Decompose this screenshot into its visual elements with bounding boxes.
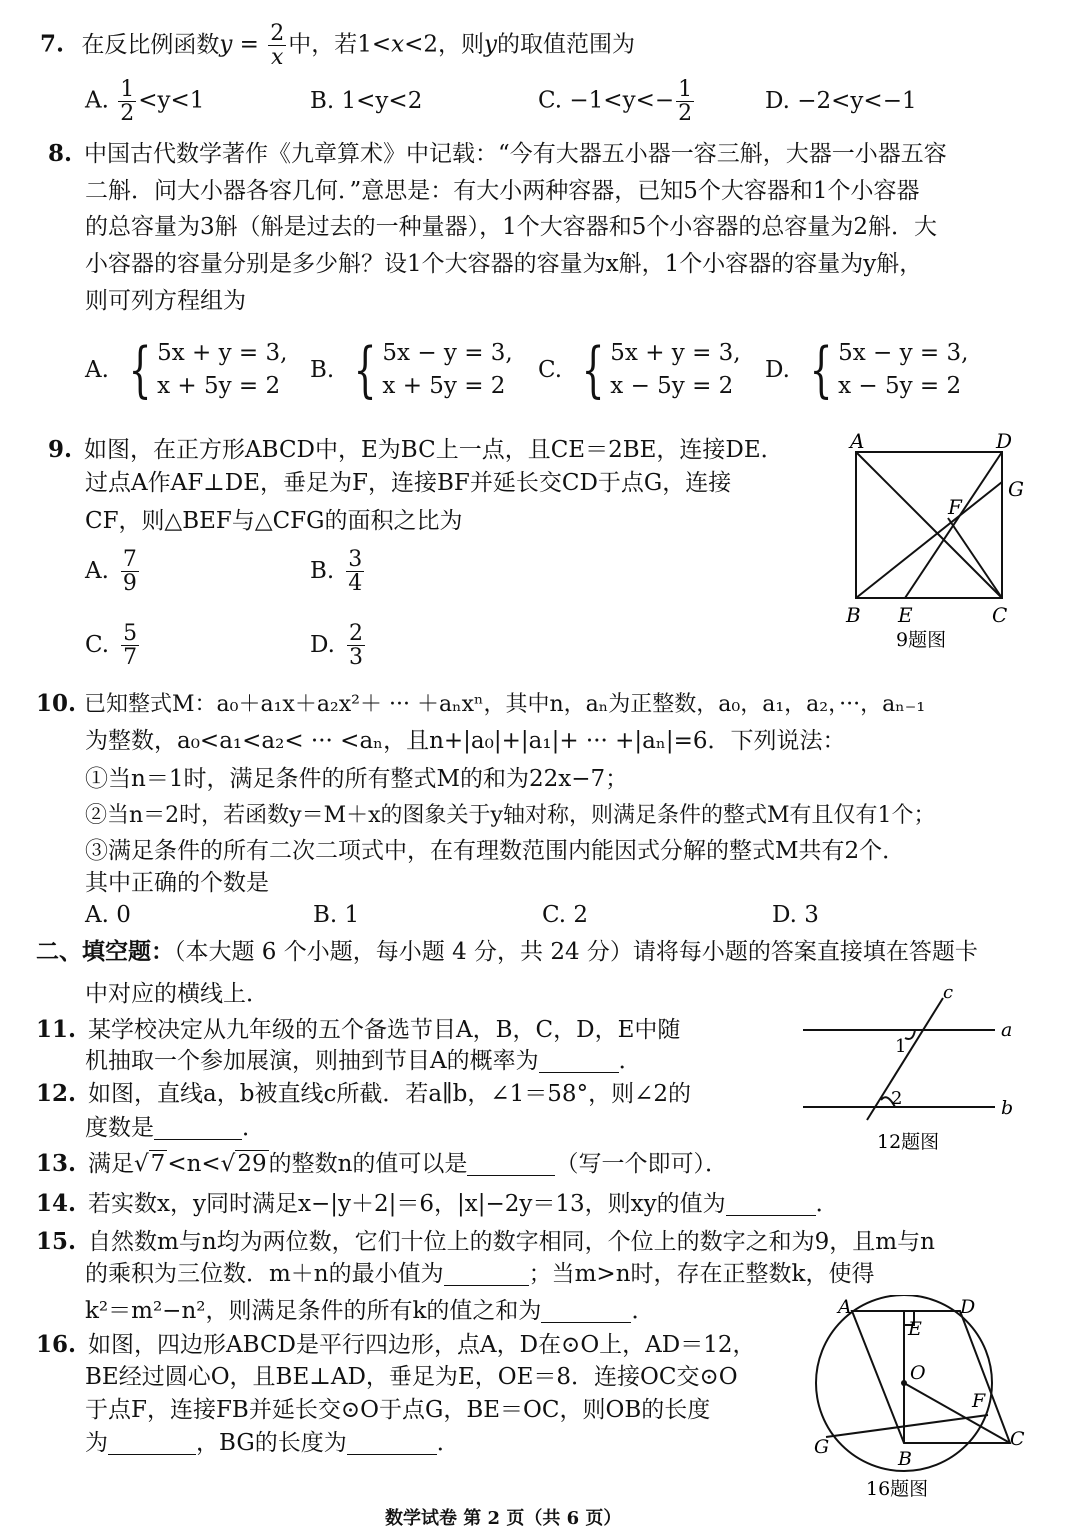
q15-line-3: k²＝m²−n²，则满足条件的所有k的值之和为 ． — [85, 1298, 655, 1324]
q9-label-A: A — [850, 430, 865, 453]
q9-label-E: E — [898, 603, 913, 627]
section2-desc-2: 中对应的横线上． — [85, 981, 269, 1007]
q16-label-F: F — [972, 1390, 986, 1412]
q9-line-1: 9. 如图，在正方形ABCD中，E为BC上一点，且CE＝2BE，连接DE． — [48, 436, 784, 463]
q16-center-dot — [901, 1380, 907, 1386]
q9-label-F: F — [948, 495, 962, 519]
q10-line-5: ③满足条件的所有二次二项式中，在有理数范围内能因式分解的整式M共有2个． — [85, 838, 906, 864]
q16-label-E: E — [908, 1318, 922, 1340]
q16-label-A: A — [838, 1296, 852, 1318]
q9-figure — [840, 430, 1040, 660]
q8-line-1: 8. 中国古代数学著作《九章算术》中记载：“今有大器五小器一容三斛，大器一小器五容 — [48, 140, 947, 167]
page-footer: 数学试卷 第 2 页（共 6 页） — [385, 1508, 622, 1529]
q12-figure — [795, 980, 1035, 1160]
q7-stem-c: <2，则 — [404, 31, 485, 58]
q16-label-G: G — [814, 1436, 830, 1458]
q10-line-2: 为整数，a₀<a₁<a₂< ··· <aₙ，且n+|a₀|+|a₁|+ ··· +|aₙ|=6．下列说法： — [85, 728, 846, 754]
q16-label-C: C — [1010, 1428, 1025, 1450]
q7-stem-d: 的取值范围为 — [497, 31, 636, 58]
q7-stem-a: 在反比例函数 — [81, 31, 220, 58]
q10-line-6: 其中正确的个数是 — [85, 870, 269, 896]
q12-answer-blank[interactable] — [154, 1139, 242, 1140]
q16-line-1: 16. 如图，四边形ABCD是平行四边形，点A，D在⊙O上，AD＝12， — [36, 1331, 756, 1358]
q12-angle-1-arc — [905, 1030, 915, 1039]
q7-option-c: C. −1<y<− $\frac{1}{2}$ — [538, 77, 693, 127]
q10-option-a: A. 0 — [85, 902, 131, 928]
q16-line-GF — [826, 1415, 988, 1437]
q11-line-2: 机抽取一个参加展演，则抽到节目A的概率为 ． — [85, 1048, 642, 1074]
q9-option-a: A. $\frac{7}{9}$ — [85, 547, 137, 597]
q8-option-a: A. { 5x + y = 3, x + 5y = 2 — [85, 335, 288, 405]
q10-line-1: 10. 已知整式M：a₀＋a₁x＋a₂x²＋ ··· ＋aₙxⁿ，其中n，aₙ为正整数，a₀，a₁，a₂，···，aₙ₋₁ — [36, 690, 926, 717]
q9-label-B: B — [846, 603, 861, 627]
q7-stem: 7. 在反比例函数y = $\frac{2}{x}$ 中，若1<x<2，则y的取值范围为 — [40, 21, 636, 71]
q8-line-3: 的总容量为3斛（斛是过去的一种量器），1个大容器和5个小容器的总容量为2斛．大 — [85, 214, 938, 240]
q16-caption: 16题图 — [866, 1478, 929, 1500]
q15-line-1: 15. 自然数m与n均为两位数，它们十位上的数字相同，个位上的数字之和为9，且m与n — [36, 1228, 935, 1255]
q16-figure — [800, 1295, 1040, 1505]
q11-answer-blank[interactable] — [539, 1072, 619, 1073]
q7-fraction: $\frac{2}{x}$ — [270, 21, 285, 71]
q9-line-FC — [948, 518, 1002, 598]
q10-line-3: ①当n＝1时，满足条件的所有整式M的和为22x−7； — [85, 766, 629, 792]
q10-option-b: B. 1 — [313, 902, 360, 928]
q16-line-3: 于点F，连接FB并延长交⊙O于点G，BE＝OC，则OB的长度 — [85, 1397, 711, 1423]
q12-label-2: 2 — [891, 1088, 903, 1109]
q9-option-b: B. $\frac{3}{4}$ — [310, 547, 363, 597]
q9-label-D: D — [996, 430, 1013, 453]
q8-line-2: 二斛．问大小器各容几何．”意思是：有大小两种容器，已知5个大容器和1个小容器 — [85, 178, 920, 204]
q7-option-a: A. $\frac{1}{2}$ <y<1 — [85, 77, 205, 127]
q9-caption: 9题图 — [896, 629, 947, 651]
q16-line-OC — [904, 1383, 1010, 1443]
q7-stem-b: 中，若1< — [288, 31, 392, 58]
q8-line-5: 则可列方程组为 — [85, 288, 246, 314]
q14-line: 14. 若实数x，y同时满足x−|y＋2|＝6，|x|−2y＝13，则xy的值为 ． — [36, 1190, 839, 1217]
q10-option-c: C. 2 — [542, 902, 589, 928]
q12-line-1: 12. 如图，直线a，b被直线c所截．若a∥b，∠1＝58°，则∠2的 — [36, 1080, 691, 1107]
q16-label-O: O — [910, 1362, 926, 1384]
q16-label-D: D — [960, 1296, 976, 1318]
q9-line-BG — [856, 482, 1002, 598]
q14-answer-blank[interactable] — [726, 1215, 816, 1216]
q9-line-2: 过点A作AF⊥DE，垂足为F，连接BF并延长交CD于点G，连接 — [85, 470, 732, 496]
q9-line-3: CF，则△BEF与△CFG的面积之比为 — [85, 508, 463, 534]
q12-line-c — [867, 998, 943, 1120]
q13-line: 13. 满足√7<n<√29的整数n的值可以是 （写一个即可）． — [36, 1150, 728, 1177]
q15-answer-blank-1[interactable] — [444, 1285, 529, 1286]
q15-answer-blank-2[interactable] — [541, 1322, 631, 1323]
q12-line-2: 度数是 ． — [85, 1115, 265, 1141]
q15-line-2: 的乘积为三位数．m＋n的最小值为 ；当m>n时，存在正整数k，使得 — [85, 1261, 875, 1287]
q10-line-4: ②当n＝2时，若函数y＝M＋x的图象关于y轴对称，则满足条件的整式M有且仅有1个； — [85, 803, 936, 828]
q7-option-d: D. −2<y<−1 — [765, 88, 917, 114]
q16-label-B: B — [898, 1448, 912, 1470]
q9-option-c: C. $\frac{5}{7}$ — [85, 621, 138, 671]
q10-option-d: D. 3 — [772, 902, 819, 928]
section2-title: 二、填空题： — [36, 938, 174, 965]
q12-label-b: b — [1001, 1097, 1014, 1119]
q12-label-c: c — [943, 982, 954, 1003]
q7-number: 7. — [40, 30, 65, 58]
q12-label-a: a — [1001, 1019, 1013, 1041]
q8-option-d: D. { 5x − y = 3, x − 5y = 2 — [765, 335, 969, 405]
q7-option-b: B. 1<y<2 — [310, 88, 423, 114]
q9-label-G: G — [1008, 477, 1024, 501]
q9-line-AC — [856, 452, 1002, 598]
q8-option-c: C. { 5x + y = 3, x − 5y = 2 — [538, 335, 741, 405]
q16-answer-blank-2[interactable] — [347, 1454, 437, 1455]
q16-line-2: BE经过圆心O，且BE⊥AD，垂足为E，OE＝8．连接OC交⊙O — [85, 1364, 738, 1390]
q8-option-b: B. { 5x − y = 3, x + 5y = 2 — [310, 335, 513, 405]
q8-line-4: 小容器的容量分别是多少斛？设1个大容器的容量为x斛，1个小容器的容量为y斛， — [85, 251, 923, 277]
q16-answer-blank-1[interactable] — [108, 1454, 196, 1455]
q12-label-1: 1 — [895, 1036, 907, 1057]
q9-option-d: D. $\frac{2}{3}$ — [310, 621, 363, 671]
section2-header — [36, 940, 978, 964]
q13-sqrt-29: 29 — [237, 1151, 267, 1177]
q11-line-1: 11. 某学校决定从九年级的五个备选节目A，B，C，D，E中随 — [36, 1016, 681, 1043]
q13-sqrt-7: 7 — [150, 1151, 166, 1177]
section2-desc: （本大题 6 个小题，每小题 4 分，共 24 分）请将每小题的答案直接填在答题卡 — [174, 939, 978, 965]
q13-answer-blank[interactable] — [467, 1175, 555, 1176]
q16-line-4: 为 ，BG的长度为 ． — [85, 1430, 460, 1456]
q9-label-C: C — [992, 603, 1008, 627]
q12-caption: 12题图 — [877, 1131, 940, 1153]
